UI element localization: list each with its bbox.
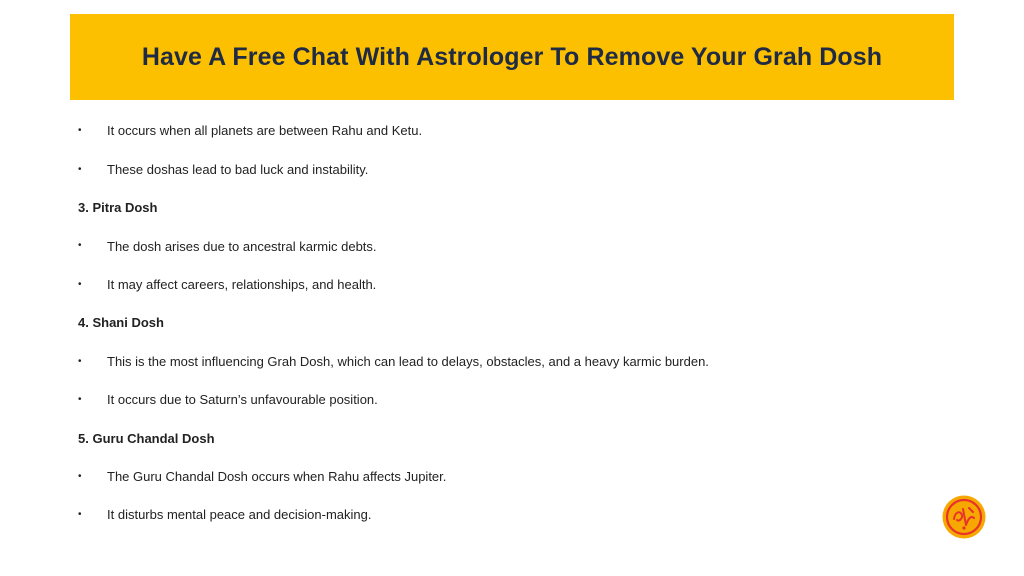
bullet-icon: •	[78, 470, 82, 482]
bullet-icon: •	[78, 240, 82, 252]
bullet-item	[78, 266, 938, 304]
bullet-text: This is the most influencing Grah Dosh, which can lead to delays, obstacles, and a heavy karmic burden.	[107, 353, 709, 369]
bullet-item	[78, 342, 938, 380]
section-heading	[78, 304, 938, 342]
bullet-text: It occurs due to Saturn’s unfavourable position.	[107, 392, 378, 408]
bullet-item	[78, 227, 938, 265]
bullet-text: The dosh arises due to ancestral karmic debts.	[107, 238, 377, 254]
section-heading-text: 5. Guru Chandal Dosh	[78, 430, 215, 446]
section-heading-text: 4. Shani Dosh	[78, 315, 164, 331]
bullet-text: These doshas lead to bad luck and instability.	[107, 161, 369, 177]
bullet-item	[78, 150, 938, 188]
bullet-icon: •	[78, 163, 82, 175]
bullet-item	[78, 496, 938, 534]
content-list	[78, 112, 938, 534]
bullet-icon: •	[78, 278, 82, 290]
section-heading-text: 3. Pitra Dosh	[78, 200, 158, 216]
bullet-item	[78, 381, 938, 419]
section-heading	[78, 189, 938, 227]
logo-graphic	[942, 495, 986, 539]
astrology-brand-logo-icon	[942, 495, 986, 539]
bullet-item	[78, 458, 938, 496]
bullet-text: It disturbs mental peace and decision-making.	[107, 507, 372, 523]
bullet-icon: •	[78, 393, 82, 405]
bullet-icon: •	[78, 355, 82, 367]
bullet-text: The Guru Chandal Dosh occurs when Rahu affects Jupiter.	[107, 468, 447, 484]
bullet-item	[78, 112, 938, 150]
section-heading	[78, 419, 938, 457]
title-banner	[70, 14, 954, 100]
bullet-icon: •	[78, 125, 82, 137]
bullet-text: It may affect careers, relationships, and health.	[107, 276, 377, 292]
logo-dot	[962, 526, 965, 529]
bullet-icon: •	[78, 509, 82, 521]
page-title: Have A Free Chat With Astrologer To Remove Your Grah Dosh	[141, 42, 883, 71]
bullet-text: It occurs when all planets are between Rahu and Ketu.	[107, 123, 423, 139]
